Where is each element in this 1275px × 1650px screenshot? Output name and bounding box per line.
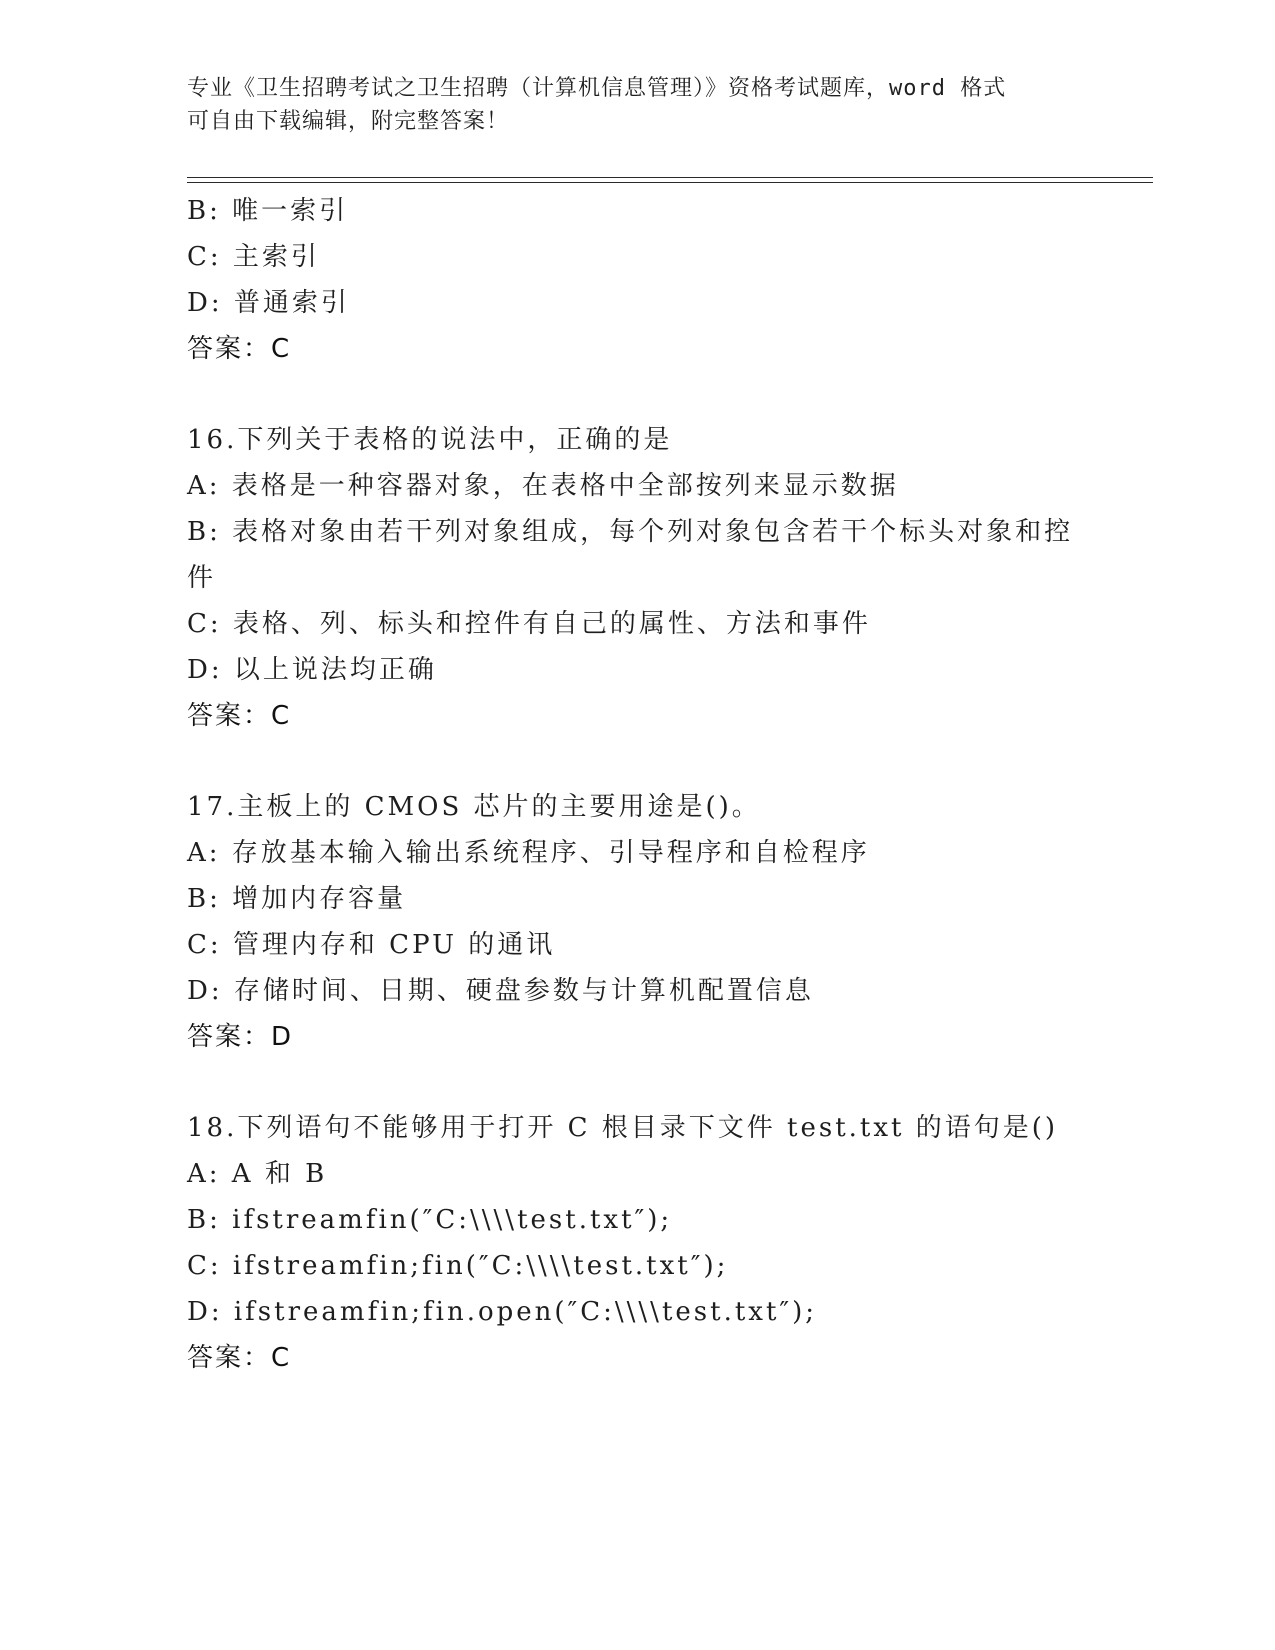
option-a: A: 表格是一种容器对象，在表格中全部按列来显示数据 — [187, 471, 899, 501]
header-divider-top — [187, 177, 1153, 178]
document-header — [187, 72, 1087, 138]
option-b-continued: 件 — [187, 563, 217, 593]
option-b: B: 增加内存容量 — [187, 884, 407, 914]
spacer — [187, 372, 1087, 417]
option-b: B: 唯一索引 — [187, 196, 349, 226]
option-c: C: ifstreamfin;fin(″C:\\\\test.txt″); — [187, 1251, 729, 1281]
header-title-line-2: 可自由下载编辑，附完整答案！ — [187, 109, 510, 134]
spacer — [187, 739, 1087, 784]
question-17 — [187, 784, 1087, 1060]
option-b: B: 表格对象由若干列对象组成，每个列对象包含若干个标头对象和控 — [187, 517, 1074, 547]
option-c: C: 表格、列、标头和控件有自己的属性、方法和事件 — [187, 609, 871, 639]
option-d: D: 以上说法均正确 — [187, 655, 437, 685]
option-d: D: 普通索引 — [187, 288, 350, 318]
header-title-line-1: 专业《卫生招聘考试之卫生招聘（计算机信息管理）》资格考试题库，word 格式 — [187, 76, 1007, 101]
option-d: D: 存储时间、日期、硬盘参数与计算机配置信息 — [187, 976, 814, 1006]
option-c: C: 管理内存和 CPU 的通讯 — [187, 930, 556, 960]
question-list — [187, 188, 1087, 1381]
question-stem: 16.下列关于表格的说法中，正确的是 — [187, 425, 673, 455]
option-b: B: ifstreamfin(″C:\\\\test.txt″); — [187, 1205, 673, 1235]
answer-line: 答案：C — [187, 334, 292, 364]
option-d: D: ifstreamfin;fin.open(″C:\\\\test.txt″); — [187, 1297, 818, 1327]
question-stem: 18.下列语句不能够用于打开 C 根目录下文件 test.txt 的语句是() — [187, 1113, 1059, 1143]
header-divider-bottom — [187, 182, 1153, 183]
question-16 — [187, 417, 1087, 739]
option-c: C: 主索引 — [187, 242, 320, 272]
question-18 — [187, 1105, 1087, 1381]
spacer — [187, 1060, 1087, 1105]
answer-line: 答案：C — [187, 701, 292, 731]
answer-line: 答案：D — [187, 1022, 294, 1052]
previous-question-block — [187, 188, 1087, 372]
answer-line: 答案：C — [187, 1343, 292, 1373]
question-stem: 17.主板上的 CMOS 芯片的主要用途是()。 — [187, 792, 761, 822]
option-a: A: A 和 B — [187, 1159, 328, 1189]
option-a: A: 存放基本输入输出系统程序、引导程序和自检程序 — [187, 838, 870, 868]
